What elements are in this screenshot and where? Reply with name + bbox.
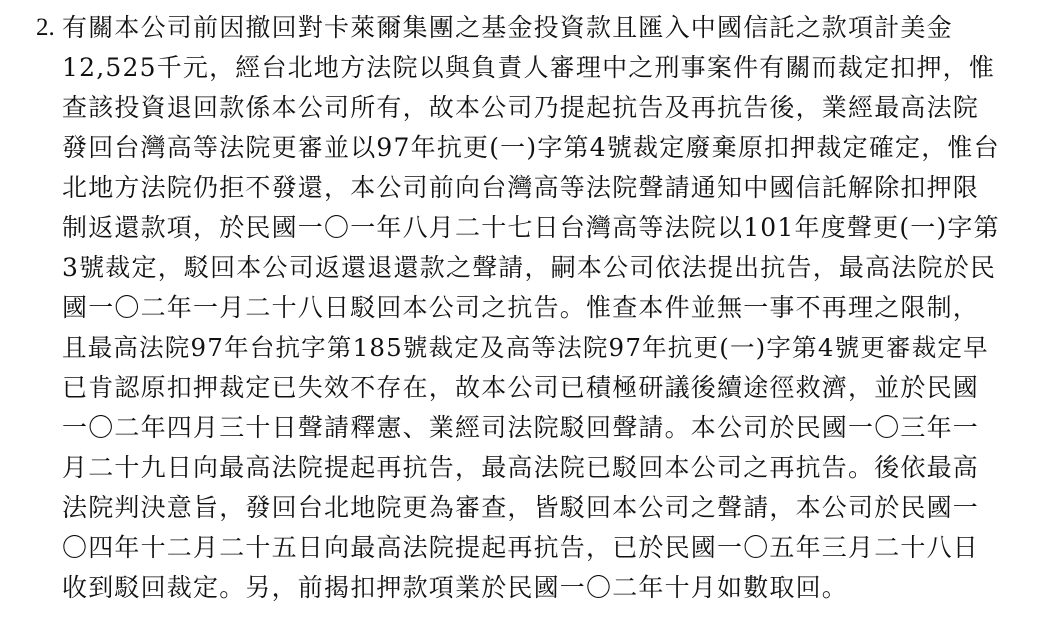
item-number: 2.: [36, 14, 55, 41]
paragraph-line-8: 國一〇二年一月二十八日駁回本公司之抗告。惟查本件並無一事不再理之限制，: [62, 293, 980, 322]
paragraph-line-14: 〇四年十二月二十五日向最高法院提起再抗告，已於民國一〇五年三月二十八日: [62, 533, 980, 562]
paragraph-line-9: 且最高法院97年台抗字第185號裁定及高等法院97年抗更(一)字第4號更審裁定早: [62, 333, 989, 362]
paragraph-line-5: 北地方法院仍拒不發還，本公司前向台灣高等法院聲請通知中國信託解除扣押限: [62, 173, 980, 202]
paragraph-line-12: 月二十九日向最高法院提起再抗告，最高法院已駁回本公司之再抗告。後依最高: [62, 453, 980, 482]
paragraph-line-11: 一〇二年四月三十日聲請釋憲、業經司法院駁回聲請。本公司於民國一〇三年一: [62, 413, 980, 442]
paragraph-line-15: 收到駁回裁定。另，前揭扣押款項業於民國一〇二年十月如數取回。: [62, 573, 849, 602]
paragraph-line-10: 已肯認原扣押裁定已失效不存在，故本公司已積極研議後續途徑救濟，並於民國: [62, 373, 980, 402]
paragraph-line-4: 發回台灣高等法院更審並以97年抗更(一)字第4號裁定廢棄原扣押裁定確定，惟台: [62, 133, 1000, 162]
paragraph-line-13: 法院判決意旨，發回台北地院更為審查，皆駁回本公司之聲請，本公司於民國一: [62, 493, 980, 522]
paragraph-line-7: 3號裁定，駁回本公司返還退還款之聲請，嗣本公司依法提出抗告，最高法院於民: [62, 253, 997, 282]
paragraph-line-3: 查該投資退回款係本公司所有，故本公司乃提起抗告及再抗告後，業經最高法院: [62, 93, 980, 122]
paragraph-line-6: 制返還款項，於民國一〇一年八月二十七日台灣高等法院以101年度聲更(一)字第: [62, 213, 1000, 242]
paragraph-line-2: 12,525千元，經台北地方法院以與負責人審理中之刑事案件有關而裁定扣押，惟: [62, 53, 996, 82]
paragraph-line-1: 有關本公司前因撤回對卡萊爾集團之基金投資款且匯入中國信託之款項計美金: [62, 13, 953, 42]
